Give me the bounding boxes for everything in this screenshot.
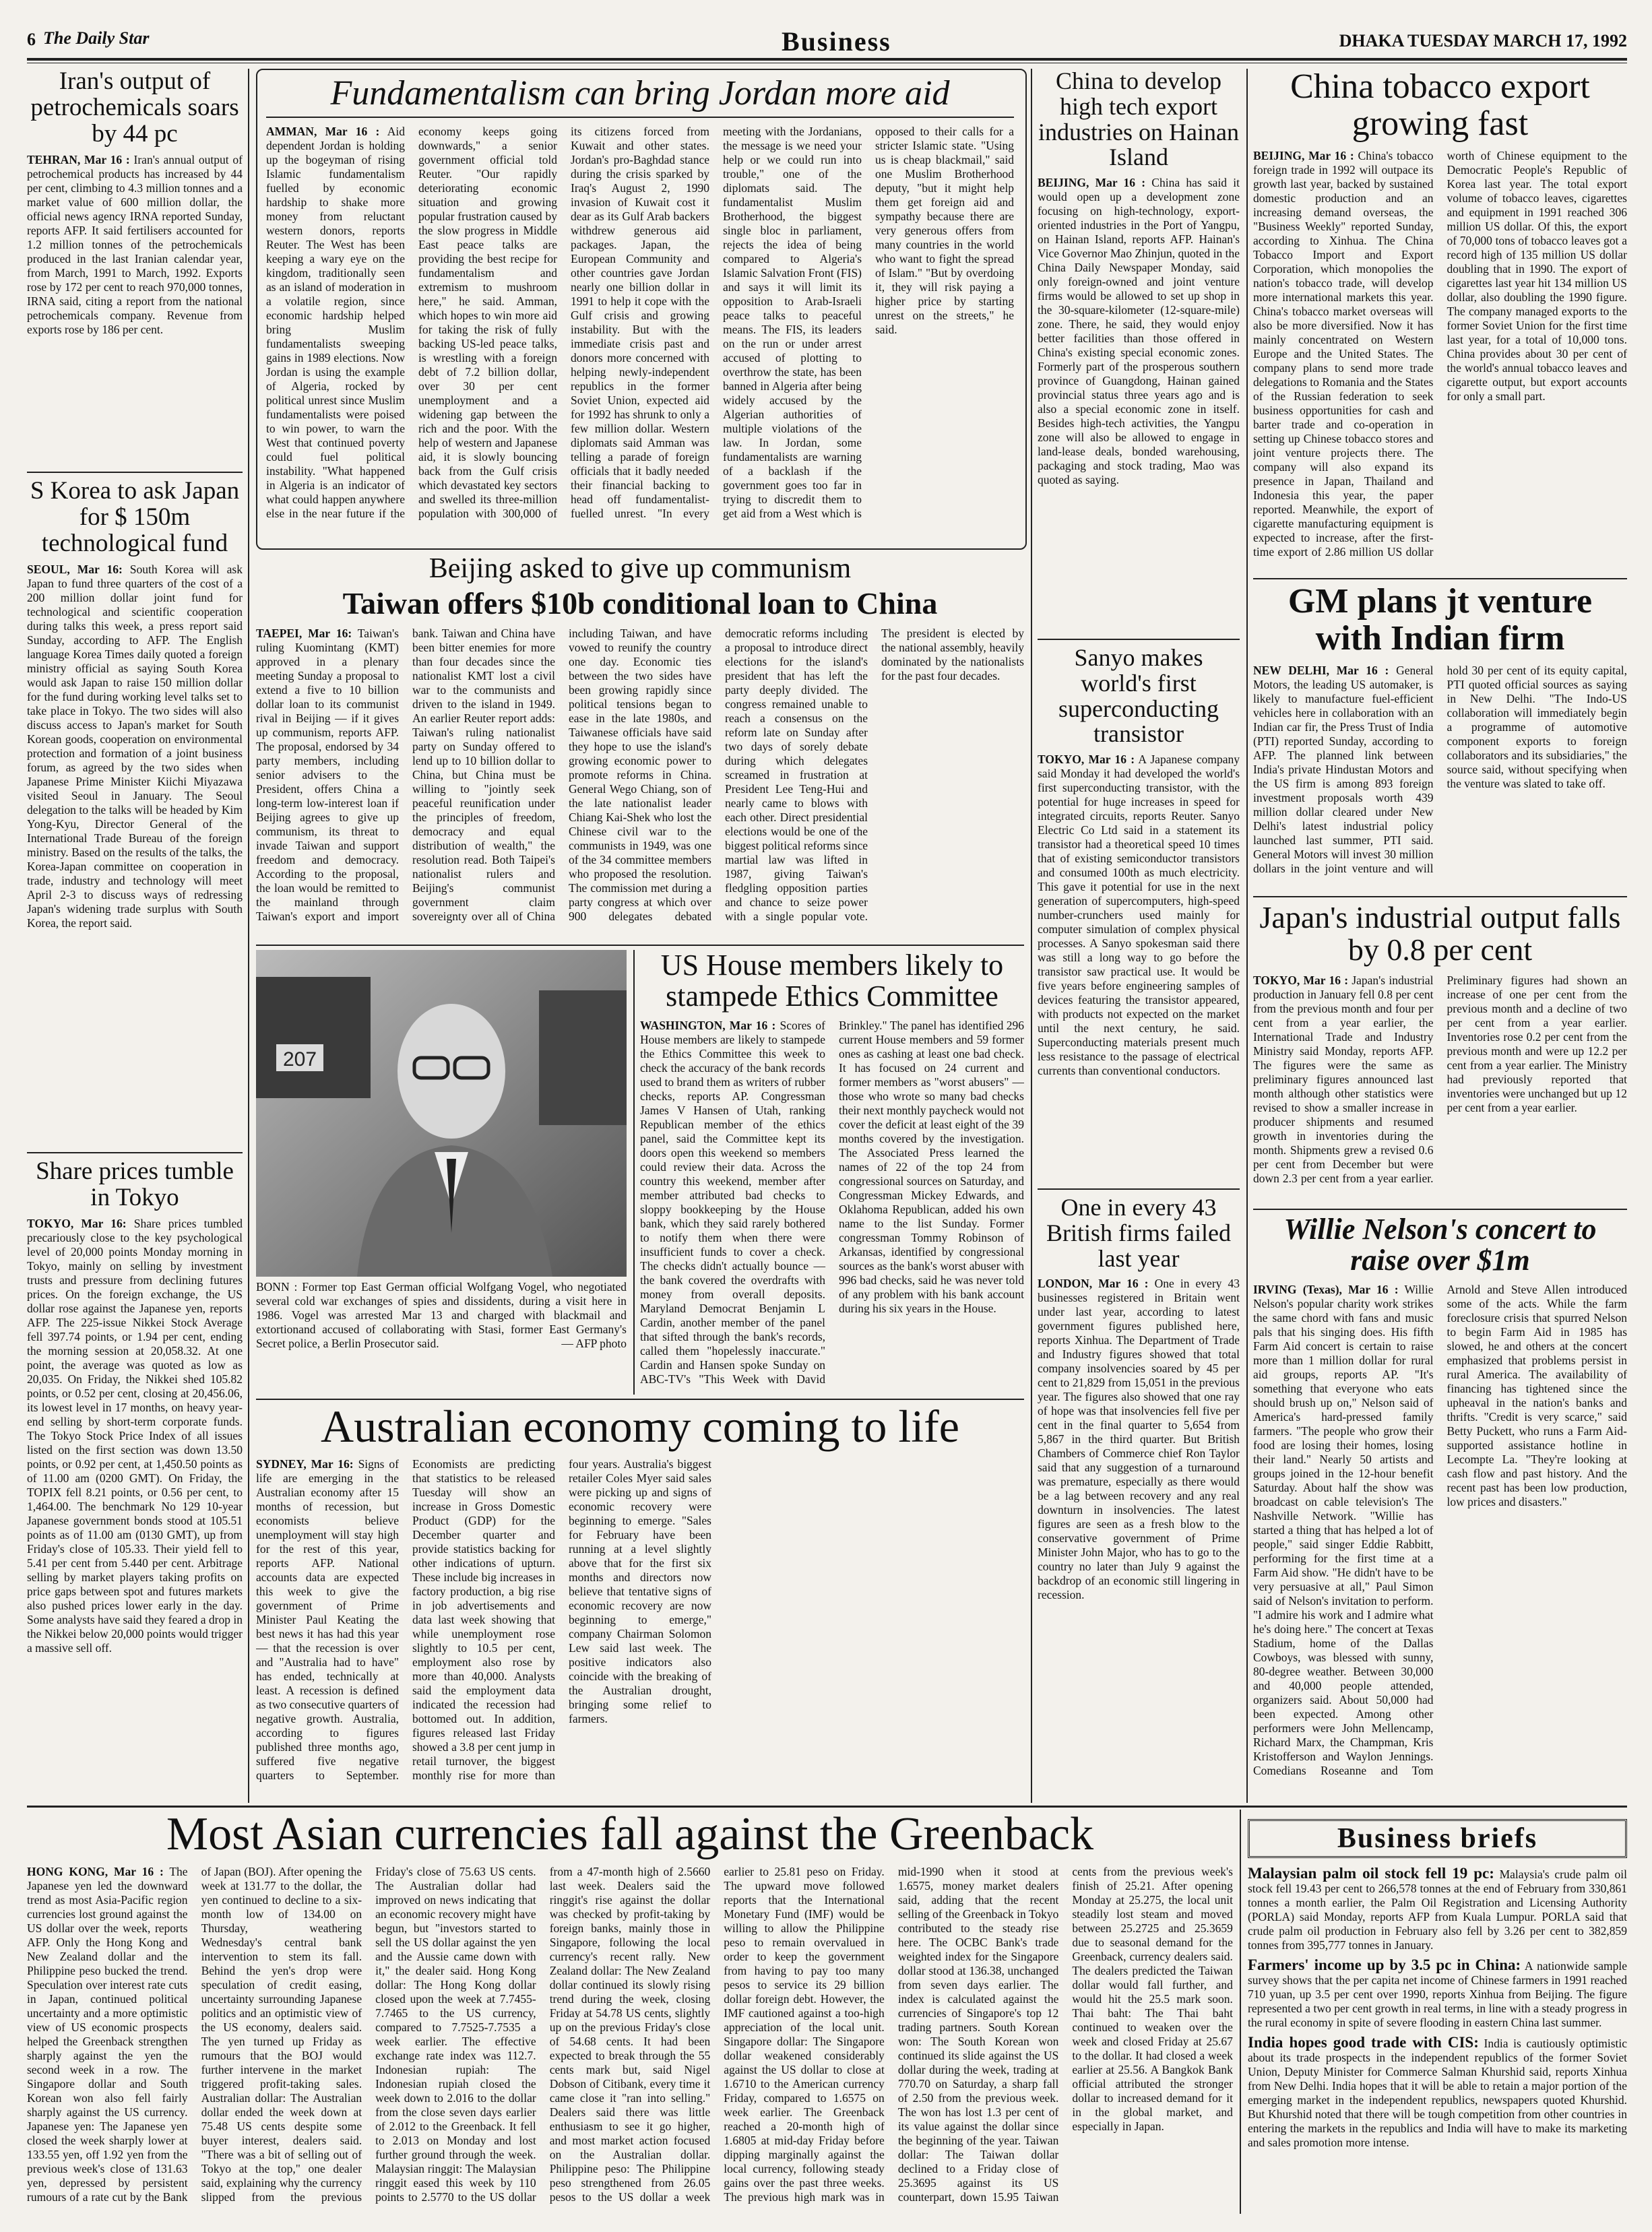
- korea-dateline: SEOUL, Mar 16:: [27, 562, 123, 576]
- far-right-rule-3: [1253, 1209, 1627, 1210]
- bottom-rule: [27, 1806, 1627, 1808]
- hainan-headline: China to develop high tech export industries on Hainan Island: [1038, 69, 1239, 171]
- paper-name: The Daily Star: [43, 28, 150, 48]
- korea-headline: S Korea to ask Japan for $ 150m technological fund: [30, 478, 240, 557]
- ethics-story: [640, 950, 1024, 1395]
- tobacco-story: [1253, 69, 1627, 574]
- british-story: [1038, 1195, 1240, 1801]
- taiwan-story: [256, 554, 1024, 941]
- tobacco-headline: China tobacco export growing fast: [1290, 69, 1590, 143]
- tokyo-story: [27, 1159, 243, 1799]
- left-rule-2: [27, 1152, 243, 1153]
- sanyo-body: A Japanese company said Monday it had developed the world's first superconducting transistor, with the potential for huge increases in speed for integrated circuits, reports Reuter. Sanyo Electric Co Ltd said in a statement its transistor had a theoretical speed 10 times that of existing semiconductor transistors and consumed 100th as much electricity. This gave it potential for use in the next generation of supercomputers, high-speed number-crunchers used mainly for computer simulation of complex physical processes. A Sanyo spokesman said there was still a long way to go before the transistor saw practical use. It would be five years before engineering samples of devices featuring the transistor appeared, with products not expected on the market until the next century, he said. Superconducting materials present much less resistance to the passage of electrical currents than conventional conductors.: [1038, 753, 1240, 1078]
- photo-illustration: [256, 950, 627, 1277]
- brief-1-body: Malaysia's crude palm oil stock fell 19.43 per cent to 266,578 tonnes at the end of February from 330,861 tonnes a month earlier, the Palm Oil Registration and Licensing Authority (PORLA) said Monday, reports AFP from Kuala Lumpur. PORLA said that crude palm oil production in February also fell by 3.26 per cent to 382,859 tonnes from 395,777 tonnes in January.: [1248, 1868, 1627, 1952]
- briefs-rule: [1240, 1810, 1241, 2214]
- masthead: [27, 26, 1627, 57]
- middle-rule: [256, 1399, 1024, 1400]
- issue-date: DHAKA TUESDAY MARCH 17, 1992: [1339, 31, 1627, 51]
- hainan-body: China has said it would open up a development zone focusing on high-technology, export-oriented industries in the Port of Yangpu, on Hainan Island, reports AFP. Hainan's Vice Governor Mao Zhinjun, quoted in the China Daily Newspaper Monday, said only foreign-owned and joint venture firms would be allowed to set up shop in the 30-square-kilometer (12-square-mile) zone. There, he said, they would enjoy better facilities than those offered in China's existing special economic zones. Formerly part of the prosperous southern province of Guangdong, Hainan gained provincial status three years ago and is also a special economic zone in itself. Besides high-tech activities, the Yangpu zone will also be allowed to engage in land-lease deals, bonded warehousing, packaging and stock trading, Mao was quoted as saying.: [1038, 176, 1240, 487]
- japan-output-body: Japan's industrial production in January fell 0.8 per cent from the previous month and four per cent from a year earlier, the International Trade and Industry Ministry said Monday, reports AFP. The figures were the same as preliminary figures announced last month although other statistics were revised to show a smaller increase in producer shipments and resumed growth in inventories during the month. Shipments grew a revised 0.6 per cent from December but were down 2.3 per cent from a year earlier. Preliminary figures had shown an increase of one per cent from the previous month and a decline of two per cent from a year earlier. Inventories rose 0.2 per cent from the previous month and were up 12.2 per cent from a year earlier. The Ministry had previously reported that inventories were unchanged but up 12 per cent from a year earlier.: [1253, 973, 1627, 1185]
- taiwan-headline: Taiwan offers $10b conditional loan to China: [342, 586, 938, 621]
- ethics-headline: US House members likely to stampede Ethics Committee: [660, 950, 1004, 1013]
- photo-caption-block: [256, 1280, 627, 1395]
- jordan-dateline: AMMAN, Mar 16 :: [266, 124, 380, 138]
- iran-body: Iran's annual output of petrochemical products has increased by 44 per cent, climbing to 4.3 million tonnes and a market value of 600 million dollar, the official news agency IRNA reported Sunday, reports AFP. It said fertilisers accounted for 1.2 million tonnes of the petrochemicals produced in the last Iranian calendar year, from March, 1991 to March, 1992. Exports rose by 172 per cent to reach 970,000 tonnes, IRNA said, citing a report from the national petrochemicals company. Revenue from exports rose by 186 per cent.: [27, 152, 243, 336]
- korea-story: [27, 478, 243, 1149]
- beijing-kicker: Beijing asked to give up communism: [428, 554, 852, 584]
- tobacco-dateline: BEIJING, Mar 16 :: [1253, 149, 1354, 163]
- brief-3-body: India is cautiously optimistic about its trade prospects in the independent republics of the former Soviet Union, Deputy Minister for Commerce Salman Khurshid said, reports Xinhua from New Delhi. India hopes that it will be able to retain a major portion of the emerging market in the independent republics, newspapers quoted Khurshid. But Khurshid noted that there will be tough competition from other countries in entering the markets in the republics and India will have to make its marketing and sales promotion more intense.: [1248, 2037, 1627, 2149]
- vogel-photo: [256, 950, 627, 1277]
- nelson-body: Willie Nelson's popular charity work strikes the same chord with fans and music pals that his singing does. His fifth Farm Aid concert is certain to raise more than 1 million dollar for rural aid groups, reports AP. "It's something that everyone who eats should brush up on," Nelson said of America's hard-pressed family farmers. "The people who grow their food are losing their homes, losing their land." Nearly 50 artists and groups joined in the 12-hour benefit Saturday. About half the show was broadcast on cable television's The Nashville Network. "Willie has started a thing that has helped a lot of people," said singer Eddie Rabbitt, performing for the first time at a Farm Aid show. "He didn't have to be very persuasive at all," Paul Simon said of Nelson's invitation to perform. "I admire his work and I admire what he's doing here." The concert at Texas Stadium, home of the Dallas Cowboys, was blessed with sunny, 80-degree weather. Between 30,000 and 40,000 people attended, organizers said. About 50,000 had been expected. Among other performers were John Mellencamp, Richard Marx, the Champman, Kris Kristofferson and Waylon Jennings. Comedians Roseanne and Tom Arnold and Steve Allen introduced some of the acts. While the farm foreclosure crisis that spurred Nelson to begin Farm Aid in 1985 has slowed, he and others at the concert emphasized that problems persist in rural America. The availability of financing has tightened since the upheaval in the nation's banks and thrifts. "Credit is very scarce," said Betty Puckett, who runs a Farm Aid-supported assistance hotline in Lecompte La. "They're looking at cash flow and past history. And the recent past has been low production, low prices and disasters.": [1253, 1283, 1627, 1778]
- jordan-story: [266, 75, 1014, 540]
- gm-dateline: NEW DELHI, Mar 16 :: [1253, 664, 1389, 678]
- brief-2-body: A nationwide sample survey shows that the per capita net income of Chinese farmers in 1991 reached 710 yuan, up 3.5 per cent over 1990, reports Xinhua from Beijing. The figure represented a two per cent growth in real terms, in line with a steady progress in the rural economy in spite of severe flooding in eastern China last summer.: [1248, 1959, 1627, 2029]
- left-rule-1: [27, 472, 243, 473]
- ethics-body: Scores of House members are likely to stampede the Ethics Committee this week to check the accuracy of the bank records used to brand them as writers of rubber checks, reports AP. Congressman James V Hansen of Utah, ranking Republican member of the ethics panel, said the Committee kept its doors open this weekend so members could review their data. Across the country this weekend, member after member attributed bad checks to sloppy bookkeeping by the House bank, which they said rarely bothered to notify them when there were insufficient funds to cover a check. The checks didn't actually bounce — the bank covered the overdrafts with money from overall deposits. Maryland Democrat Benjamin L Cardin, another member of the panel that sifted through the bank's records, called them "hopelessly inaccurate." Cardin and Hansen spoke Sunday on ABC-TV's "This Week with David Brinkley." The panel has identified 296 current House members and 59 former ones as cashing at least one bad check. It has focused on 24 current and former members as "worst abusers" — those who wrote so many bad checks their next monthly paycheck would not cover the deficit at least eight of the 39 months covered by the investigation. The Associated Press learned the names of 22 of the top 24 from congressional sources on Saturday, and Congressman Mickey Edwards, and Oklahoma Republican, added his own name to the list Sunday. Former congressman Tommy Robinson of Arkansas, identified by congressional sources as the bank's worst abuser with 996 bad checks, said he was never told of any problem with his bank account during his six years in the House.: [640, 1019, 1024, 1386]
- tobacco-body: China's tobacco foreign trade in 1992 will outpace its growth last year, backed by sustained domestic production and an increasing demand overseas, the "Business Weekly" reported Sunday, according to Xinhua. The China Tobacco Import and Export Corporation, which monopolies the nation's tobacco trade, will develop more international markets this year. China's tobacco market overseas will also be more diversified. Now it has mainly concentrated on Western Europe and the United States. The company plans to send more trade delegations to Romania and the States of the Russian federation to seek business opportunities for cash and barter trade and co-operation in setting up Chinese tobacco stores and joint venture projects there. The company will also expand its presence in Japan, Thailand and Indonesia this year, the paper reported. Meanwhile, the export of cigarette manufacturing equipment is expected to increase, after the first-time export of 2.86 million US dollar worth of Chinese equipment to the Democratic People's Republic of Korea last year. The total export volume of tobacco leaves, cigarettes and equipment in 1991 reached 306 million US dollar. Of this, the export of 70,000 tons of tobacco leaves got a record high of 135 million US dollar doubling that in 1990. The export of cigarettes last year hit 134 million US dollar, also doubling the 1990 figure. The company managed exports to the former Soviet Union for the first time last year, for a total of 10,000 tons. China provides about 30 per cent of the world's annual tobacco leaves and cigarette output, but export accounts for only a small part.: [1253, 149, 1627, 559]
- currencies-body: The Japanese yen led the downward trend as most Asia-Pacific region currencies lost ground against the US dollar over the week, reports AFP. Only the Hong Kong and New Zealand dollar and the Philippine peso bucked the trend. Speculation over interest rate cuts in Japan, continued political uncertainty and a more optimistic view of US economic prospects helped the Greenback strengthen sharply against the yen the second week in a row. The Singapore dollar and South Korean won also fell fairly sharply against the US currency. Japanese yen: The Japanese yen closed the week sharply lower at 133.55 yen, off 1.92 yen from the previous week's close of 131.63 yen, depressed by persistent rumours of a rate cut by the Bank of Japan (BOJ). After opening the week at 131.77 to the dollar, the yen continued to decline to a six-month low of 134.00 on Thursday, weathering Wednesday's central bank intervention to stem its fall. Behind the yen's drop were speculation of credit easing, uncertainty surrounding Japanese politics and an optimistic view of the US economy, dealers said. The yen turned up Friday as rumours that the BOJ would further intervene in the market triggered profit-taking sales. Australian dollar: The Australian dollar ended the week down at 75.48 US cents despite some buyer interest, dealers said. "There was a bit of selling out of Tokyo at the top," one dealer said, explaining why the currency slipped from the previous Friday's close of 75.63 US cents. The Australian dollar had improved on news indicating that an economic recovery might have begun, but "investors started to sell the US dollar against the yen and the Aussie came down with it," the dealer said. Hong Kong dollar: The Hong Kong dollar closed upon the week at 7.7455-7.7465 to the US currency, compared to 7.7525-7.7535 a week earlier. The effective exchange rate index was 112.7. Indonesian rupiah: The Indonesian rupiah closed the week down to 2.016 to the dollar from the close seven days earlier of 2.012 to the Greenback. It fell to 2.013 on Monday and lost further ground through the week. Malaysian ringgit: The Malaysian ringgit eased this week by 110 points to 2.5770 to the US dollar from a 47-month high of 2.5660 last week. Dealers said the ringgit's rise against the dollar was checked by profit-taking by foreign banks, mainly those in Singapore, following the local currency's recent rally. New Zealand dollar: The New Zealand dollar continued its slowly rising trend during the week, closing Friday at 54.78 US cents, slightly up on the previous Friday's close of 54.68 cents. It had been expected to break through the 55 cents mark but, said Nigel Dobson of Citibank, every time it came close it "ran into selling." Dealers said there was little enthusiasm to see it go higher, and most market action focused on the Australian dollar. Philippine peso: The Philippine peso strengthened from 26.05 pesos to the US dollar a week earlier to 25.81 peso on Friday. The upward move followed reports that the International Monetary Fund (IMF) would be willing to allow the Philippine peso to remain overvalued in order to keep the government from having to pay too many pesos to service its 29 billion dollar foreign debt. However, the IMF cautioned against a too-high appreciation of the local unit. Singapore dollar: The Singapore dollar weakened considerably against the US dollar to close at 1.6710 to the American currency Friday, compared to 1.6575 on week earlier. The Greenback reached a 20-month high of 1.6805 at mid-day Friday before dipping marginally against the local currency, following steady gains over the past three weeks. The previous high mark was in mid-1990 when it stood at 1.6575, money market dealers said, adding that the recent selling of the Greenback in Tokyo contributed to the steady rise here. The OCBC Bank's trade weighted index for the Singapore dollar stood at 136.38, unchanged from seven days earlier. The index is calculated against the currencies of Singapore's top 12 trading partners. South Korean won: The South Korean won continued its slide against the US dollar during the week, trading at 770.70 on Saturday, a sharp fall of 2.50 from the previous week. The won has lost 1.3 per cent of its value against the dollar since the beginning of the year. Taiwan dollar: The Taiwan dollar declined to a Friday close of 25.3695 against its US counterpart, down 15.95 Taiwan cents from the previous week's finish of 25.21. After opening Monday at 25.275, the local unit steadily lost steam and moved between 25.2725 and 25.3659 due to seasonal demand for the Greenback, currency dealers said. The dealers predicted the Taiwan dollar would fall further, and would hit the 25.5 mark soon. Thai baht: The Thai baht continued to weaken over the week and closed Friday at 25.67 to the dollar. It had closed a week earlier at 25.56. A Bangkok Bank official attributed the stronger dollar to increased demand for it in the global market, and especially in Japan.: [27, 1864, 1233, 2204]
- far-right-rule-2: [1253, 896, 1627, 897]
- currencies-headline: Most Asian currencies fall against the Greenback: [166, 1810, 1094, 1860]
- australia-body: Signs of life are emerging in the Australian economy after 15 months of recession, but economists believe unemployment will stay high for the rest of this year, reports AFP. National accounts data are expected this week to give the government of Prime Minister Paul Keating the best news it has had this year — that the recession is over and "Australia had to have" has ended, technically at least. A recession is defined as two consecutive quarters of negative growth. Australia, according to figures published three months ago, suffered five negative quarters to September. Economists are predicting that statistics to be released Tuesday will show an increase in Gross Domestic Product (GDP) for the December quarter and provide statistics backing for other indications of upturn. These include big increases in factory production, a big rise in job advertisements and data last week showing that while unemployment rose slightly to 10.5 per cent, employment also rose by more than 40,000. Analysts said the employment data indicated the recession had bottomed out. In addition, figures released last Friday showed a 3.8 per cent jump in retail turnover, the biggest monthly rise for more than four years. Australia's biggest retailer Coles Myer said sales were picking up and signs of economic recovery were beginning to emerge. "Sales for February have been running at a level slightly above that for the first six months and directors now believe that tentative signs of economic recovery are now beginning to emerge," company Chairman Solomon Lew said last week. The positive indicators also coincide with the breaking of the Australian drought, bringing some relief to farmers.: [256, 1457, 711, 1783]
- australia-headline: Australian economy coming to life: [321, 1403, 959, 1452]
- british-body: One in every 43 businesses registered in Britain went under last year, according to latest government figures published here, reports Xinhua. The Department of Trade and Industry figures showed that total company insolvencies soared by 45 per cent to 21,829 from 15,051 in the previous year. The figures also showed that one ray of hope was that insolvencies fell five per cent in the final quarter to 5,654 from 5,867 in the third quarter. But British Chambers of Commerce chief Ron Taylor said that any suggestion of a turnaround was premature, especially as there would be a lag between recovery and any real downturn in insolvencies. The latest figures are seen as a fresh blow to the conservative government of Prime Minister John Major, who has to go to the country no later than July 9 against the backdrop of an economic still lingering in recession.: [1038, 1277, 1240, 1602]
- jordan-body: Aid dependent Jordan is holding up the bogeyman of rising Islamic fundamentalism fuelled by economic hardship to shake more money from reluctant western donors, reports Reuter. The West has been keeping a wary eye on the kingdom, traditionally seen as an island of moderation in a volatile region, since economic hardship helped bring Muslim fundamentalists sweeping gains in 1989 elections. Now Jordan is using the example of Algeria, rocked by political unrest since Muslim fundamentalists were poised to win power, to warn the West that continued poverty could fuel political instability. "What happened in Algeria is an indicator of what could happen anywhere else in the near future if the economy keeps going downwards," a senior government official told Reuter. "Our rapidly deteriorating economic situation and growing popular frustration caused by the slow progress in Middle East peace talks are providing the best recipe for fundamentalism and extremism to mushroom here," he said. Amman, which hopes to win more aid for taking the risk of fully backing US-led peace talks, is wrestling with a foreign debt of 7.2 billion dollar, over 30 per cent unemployment and a widening gap between the rich and the poor. With the help of western and Japanese aid, it is slowly bouncing back from the Gulf crisis which devastated key sectors and swelled its three-million population with 300,000 of its citizens forced from Kuwait and other states. Jordan's pro-Baghdad stance during the crisis sparked by Iraq's August 2, 1990 invasion of Kuwait cost it dear as its Gulf Arab backers withdrew generous aid packages. Japan, the European Community and other countries gave Jordan nearly one billion dollar in 1991 to help it cope with the Gulf crisis and growing instability. But with the immediate crisis past and donors more concerned with helping newly-independent republics in the former Soviet Union, expected aid for 1992 has shrunk to only a few million dollar. Western diplomats said Amman was telling a parade of foreign officials that it badly needed their financial backing to head off fundamentalist-fuelled unrest. "In every meeting with the Jordanians, the message is we need your help or we could run into trouble," one of the diplomats said. The fundamentalist Muslim Brotherhood, the biggest single bloc in parliament, rejects the idea of being compared to Algeria's Islamic Salvation Front (FIS) and says it will limit its opposition to Arab-Israeli peace talks to peaceful means. The FIS, its leaders on the run or under arrest accused of plotting to overthrow the state, has been banned in Algeria after being widely accused by the Algerian authorities of multiple violations of the law. In Jordan, some fundamentalists are warning of a backlash if the government goes too far in trying to discredit them to get aid from a West which is opposed to their calls for a stricter Islamic state. "Using us is cheap blackmail," said one Muslim Brotherhood deputy, "but it might help them get foreign aid and sympathy because there are very generous offers from many countries in the world who want to fight the spread of Islam." "But by overdoing it, they will risk paying a higher price by starting unrest on the streets," he said.: [266, 124, 1014, 520]
- gm-body: General Motors, the leading US automaker, is likely to manufacture fuel-efficient vehicles here in collaboration with an Indian car fir, the Press Trust of India (PTI) reported Sunday, according to AFP. The planned link between India's private Hindustan Motors and the US firm is among 893 foreign investment proposals worth 439 million dollar cleared under New Delhi's latest industrial policy launched last summer, PTI said. General Motors will invest 30 million dollars in the joint venture and will hold 30 per cent of its equity capital, PTI quoted official sources as saying in New Delhi. "The Indo-US collaboration will immediately begin a programme of automotive component exports to foreign collaborators and its subsidiaries," the source said, without specifying when the venture was slated to take off.: [1253, 664, 1627, 876]
- page-number: 6: [27, 30, 36, 49]
- nelson-story: [1253, 1214, 1627, 1800]
- briefs-title: Business briefs: [1248, 1819, 1627, 1858]
- iran-headline: Iran's output of petrochemicals soars by 44 pc: [30, 69, 239, 148]
- hainan-dateline: BEIJING, Mar 16 :: [1038, 176, 1146, 190]
- tokyo-dateline: TOKYO, Mar 16:: [27, 1216, 127, 1230]
- korea-body: South Korea will ask Japan to fund three quarters of the cost of a 200 million dollar joint fund for technological and scientific cooperation during talks this week, a press report said Sunday, according to AFP. The English language Korea Times daily quoted a foreign ministry official as saying South Korea would ask Japan to raise 150 million dollar for the fund during working level talks set to take place in Tokyo. The two sides will also discuss access to Japan's market for South Korean goods, cooperation on environmental protection and formation of a joint business forum, as agreed by the two sides when Japanese Prime Minister Kiichi Miyazawa visited Seoul in January. The Seoul delegation to the talks will be headed by Kim Yong-Kyu, Director General of the International Trade Bureau of the foreign ministry. Based on the results of the talks, the Korea-Japan committee on cooperation in trade, industry and technology will meet April 2-3 to discuss ways of redressing Japan's widening trade surplus with South Korea, the report said.: [27, 562, 243, 930]
- sanyo-dateline: TOKYO, Mar 16 :: [1038, 753, 1135, 767]
- hainan-story: [1038, 69, 1240, 635]
- right-col-rule: [1246, 69, 1248, 1803]
- brief-1-head: Malaysian palm oil stock fell 19 pc:: [1248, 1865, 1494, 1882]
- iran-dateline: TEHRAN, Mar 16 :: [27, 152, 130, 166]
- business-briefs: [1248, 1819, 1627, 2217]
- masthead-rule: [27, 58, 1627, 61]
- left-col-rule: [248, 69, 249, 1803]
- australia-story: [256, 1403, 1024, 1800]
- australia-dateline: SYDNEY, Mar 16:: [256, 1457, 354, 1471]
- right-rule-2: [1038, 1188, 1240, 1190]
- japan-output-story: [1253, 901, 1627, 1205]
- photo-credit: — AFP photo: [561, 1337, 627, 1350]
- ethics-dateline: WASHINGTON, Mar 16 :: [640, 1019, 776, 1033]
- currencies-story: [27, 1810, 1233, 2214]
- currencies-dateline: HONG KONG, Mar 16 :: [27, 1864, 164, 1878]
- japan-output-headline: Japan's industrial output falls by 0.8 per cent: [1259, 901, 1621, 967]
- right-rule-1: [1038, 639, 1240, 640]
- brief-2-head: Farmers' income up by 3.5 pc in China:: [1248, 1956, 1521, 1973]
- sanyo-story: [1038, 645, 1240, 1184]
- far-right-rule-1: [1253, 578, 1627, 579]
- nelson-headline: Willie Nelson's concert to raise over $1m: [1283, 1214, 1597, 1277]
- iran-story: [27, 69, 243, 466]
- sanyo-headline: Sanyo makes world's first superconducting transistor: [1058, 645, 1219, 748]
- number-plate: 207: [283, 1048, 317, 1071]
- taiwan-rule: [256, 945, 1024, 946]
- jordan-headline: Fundamentalism can bring Jordan more aid: [266, 75, 1014, 118]
- gm-headline: GM plans jt venture with Indian firm: [1288, 583, 1593, 658]
- brief-3-head: India hopes good trade with CIS:: [1248, 2034, 1479, 2051]
- tokyo-body: Share prices tumbled precariously close to the key psychological level of 20,000 points Monday morning in Tokyo, mainly on selling by investment trusts and pressure from declining futures prices. On the foreign exchange, the US dollar rose against the Japanese yen, reports AFP. The 225-issue Nikkei Stock Average fell 397.74 points, or 1.94 per cent, ending the morning session at 20,058.32. At one point, the average was quoted as low as 20,035. On Friday, the Nikkei shed 105.82 points, or 0.52 per cent, closing at 20,456.06, its lowest level in 17 months, on heavy year-end selling by short-term corporate funds. The Tokyo Stock Price Index of all issues listed on the first section was down 13.50 points, or 0.92 per cent, at 1,450.50 points as of 11.00 am (0200 GMT). On Friday, the TOPIX fell 8.21 points, or 0.56 per cent, to 1,464.00. The benchmark No 129 10-year Japanese government bonds stood at 105.51 points as of 11.00 am (0130 GMT), up from Friday's close of 105.33. Their yield fell to 5.41 per cent from 5.440 per cent. Arbitrage selling by market players taking profits on price gaps between spot and futures markets also pushed prices lower early in the day. Some analysts have said they feared a drop in the Nikkei below 20,000 points would trigger a massive sell off.: [27, 1216, 243, 1655]
- photo-rule: [633, 950, 635, 1395]
- gm-story: [1253, 583, 1627, 893]
- tokyo-headline: Share prices tumble in Tokyo: [36, 1159, 234, 1211]
- photo-caption: BONN : Former top East German official Wolfgang Vogel, who negotiated several cold war exchanges of spies and dissidents, during a visit here in 1986. Vogel was arrested Mar 13 and charged with blackmail and extortionand accused of collaborating with Stasi, former East Germany's Secret police, a Berlin Prosecutor said.: [256, 1280, 627, 1350]
- japan-output-dateline: TOKYO, Mar 16 :: [1253, 973, 1349, 987]
- british-headline: One in every 43 British firms failed last year: [1046, 1195, 1231, 1272]
- nelson-dateline: IRVING (Texas), Mar 16 :: [1253, 1283, 1399, 1297]
- taiwan-dateline: TAEPEI, Mar 16:: [256, 627, 352, 641]
- british-dateline: LONDON, Mar 16 :: [1038, 1277, 1149, 1291]
- center-right-rule: [1031, 69, 1032, 1803]
- taiwan-body: Taiwan's ruling Kuomintang (KMT) approved in a plenary meeting Sunday a proposal to extend a five to 10 billion dollar loan to its communist rival in Beijing — if it gives up communism, reports AFP. The proposal, endorsed by 34 party members, including senior advisers to the President, offers China a long-term low-interest loan if Beijing agrees to give up communism, its threat to invade Taiwan and support freedom and democracy. According to the proposal, the loan would be remitted to the mainland through Taiwan's export and import bank. Taiwan and China have been bitter enemies for more than four decades since the nationalist KMT lost a civil war to the communists and driven to the island in 1949. An earlier Reuter report adds: Taiwan's ruling nationalist party on Sunday offered to lend up to 10 billion dollar to China, but China must be willing to "jointly seek peaceful reunification under the principles of freedom, democracy and equal distribution of wealth," the resolution read. Both Taipei's nationalist rulers and Beijing's communist government claim sovereignty over all of China including Taiwan, and have vowed to reunify the country one day. Economic ties between the two sides have been growing rapidly since political tensions began to ease in the late 1980s, and Taiwanese officials have said they hope to use the island's growing economic power to promote reforms in China. General Wego Chiang, son of the late nationalist leader Chiang Kai-Shek who lost the Chinese civil war to the communists in 1949, was one of the 34 committee members who proposed the resolution. The commission met during a party congress at which over 900 delegates debated democratic reforms including a proposal to introduce direct elections for the island's president that has left the party deeply divided. The congress remained unable to reach a consensus on the reform late on Sunday after two days of sorely debate during which delegates screamed in frustration at President Lee Teng-Hui and nearly came to blows with each other. Direct presidential elections would be one of the biggest political reforms since martial law was lifted in 1987, giving Taiwan's fledgling opposition parties and chance to seize power with a single popular vote. The president is elected by the national assembly, heavily dominated by the nationalists for the past four decades.: [256, 627, 1024, 924]
- section-name: Business: [782, 26, 891, 57]
